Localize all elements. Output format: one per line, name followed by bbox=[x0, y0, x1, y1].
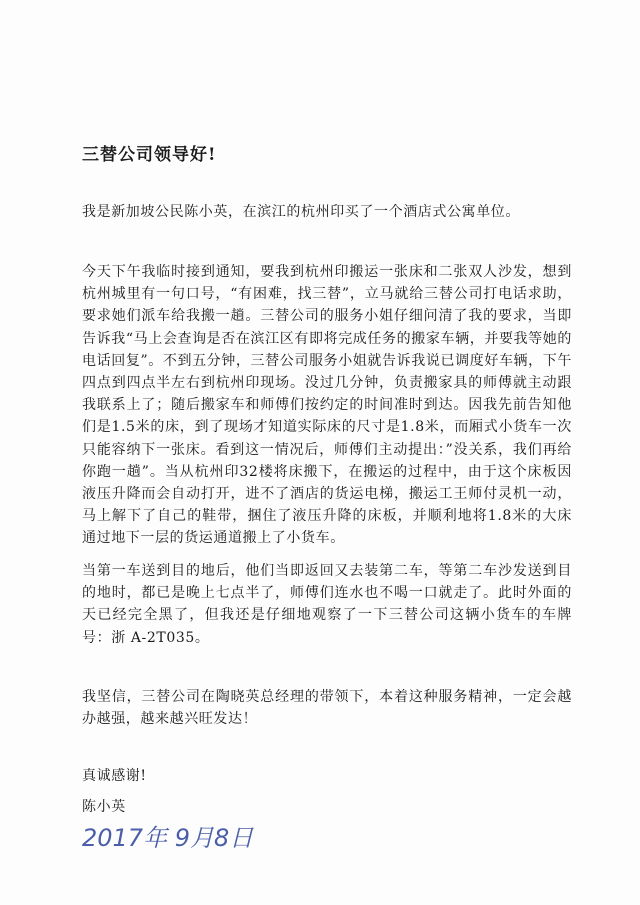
letter-paragraph-belief: 我坚信，三替公司在陶晓英总经理的带领下，本着这种服务精神，一定会越办越强，越来越兴旺发达！ bbox=[82, 689, 572, 728]
letter-paragraph-second-trip: 当第一车送到目的地后，他们当即返回又去装第二车，等第二车沙发送到目的地时，都已是晚上七点半了，师傅们连水也不喝一口就走了。此时外面的天已经完全黑了，但我还是仔细地观察了一下三替公司这辆小货车的车牌号：浙 A-2T035。 bbox=[82, 563, 572, 646]
letter-signer: 陈小英 bbox=[82, 799, 126, 815]
letter-paragraph-story: 今天下午我临时接到通知，要我到杭州印搬运一张床和二张双人沙发，想到杭州城里有一句口号，“有困难，找三替”，立马就给三替公司打电话求助，要求她们派车给我搬一趟。三替公司的服务小姐仔细问清了我的要求，当即告诉我“马上会查询是否在滨江区有即将完成任务的搬家车辆，并要我等她的电话回复”。不到五分钟，三替公司服务小姐就告诉我说已调度好车辆，下午四点到四点半左右到杭州印现场。没过几分钟，负责搬家具的师傅就主动跟我联系上了；随后搬家车和师傅们按约定的时间准时到达。因我先前告知他们是1.5米的床，到了现场才知道实际床的尺寸是1.8米，而厢式小货车一次只能容纳下一张床。看到这一情况后，师傅们主动提出：”没关系，我们再给你跑一趟”。当从杭州印32楼将床搬下，在搬运的过程中，由于这个床板因液压升降而会自动打开，进不了酒店的货运电梯，搬运工王师付灵机一动，马上解下了自己的鞋带，捆住了液压升降的床板，并顺利地将1.8米的大床通过地下一层的货运通道搬上了小货车。 bbox=[82, 264, 572, 547]
handwritten-date-text: 2017年 9月8日 bbox=[82, 824, 254, 852]
letter-salutation: 三替公司领导好! bbox=[82, 145, 217, 165]
letter-closing: 真诚感谢! bbox=[82, 768, 147, 784]
handwritten-date bbox=[78, 818, 268, 854]
letter-paragraph-intro: 我是新加坡公民陈小英，在滨江的杭州印买了一个酒店式公寓单位。 bbox=[82, 204, 520, 220]
